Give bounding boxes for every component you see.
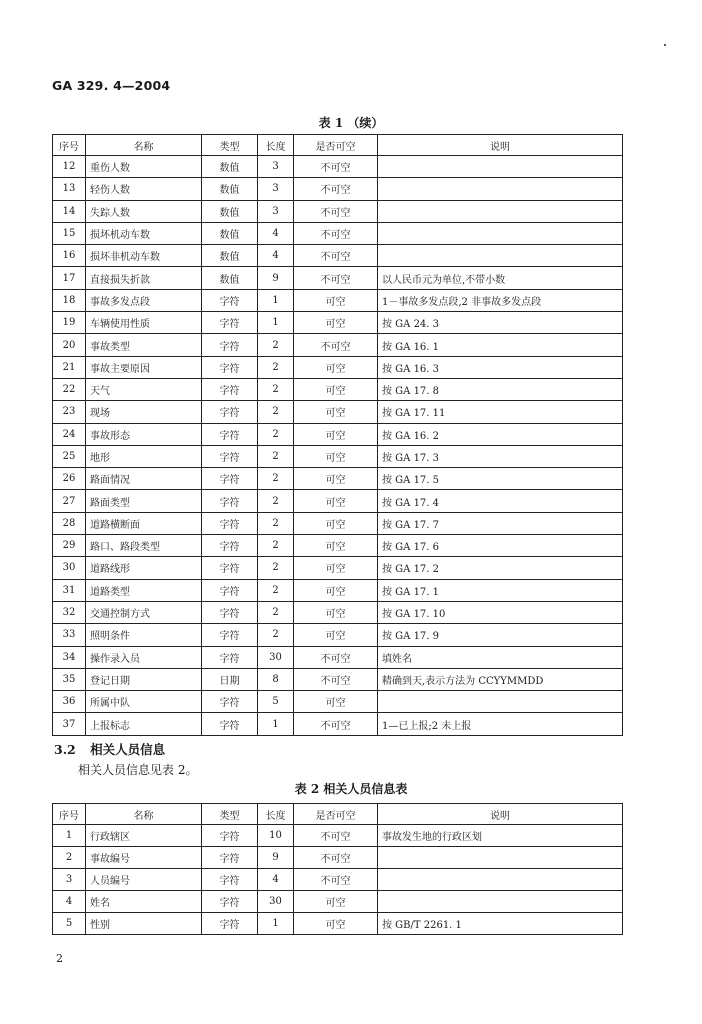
cell-name: 事故类型	[86, 334, 202, 356]
cell-nullable: 可空	[294, 601, 378, 623]
table-row	[53, 579, 623, 601]
cell-name: 事故主要原因	[86, 356, 202, 378]
table-row	[53, 200, 623, 222]
cell-description: 1—已上报;2 未上报	[378, 713, 623, 735]
cell-index: 34	[53, 646, 86, 668]
cell-index: 32	[53, 601, 86, 623]
cell-description: 按 GA 17. 1	[378, 579, 623, 601]
cell-index: 31	[53, 579, 86, 601]
cell-length: 4	[258, 222, 294, 244]
cell-nullable: 不可空	[294, 222, 378, 244]
cell-type: 数值	[202, 178, 258, 200]
cell-type: 字符	[202, 847, 258, 869]
table-row	[53, 312, 623, 334]
cell-index: 13	[53, 178, 86, 200]
cell-length: 2	[258, 378, 294, 400]
cell-index: 18	[53, 289, 86, 311]
cell-type: 字符	[202, 913, 258, 935]
cell-description: 精确到天,表示方法为 CCYYMMDD	[378, 668, 623, 690]
document-id: GA 329. 4—2004	[52, 78, 171, 93]
cell-type: 字符	[202, 512, 258, 534]
table-row	[53, 646, 623, 668]
cell-description: 按 GA 17. 8	[378, 378, 623, 400]
cell-length: 9	[258, 847, 294, 869]
cell-nullable: 不可空	[294, 646, 378, 668]
table-row	[53, 468, 623, 490]
cell-description: 按 GA 17. 4	[378, 490, 623, 512]
cell-index: 17	[53, 267, 86, 289]
cell-nullable: 可空	[294, 891, 378, 913]
cell-type: 字符	[202, 557, 258, 579]
cell-name: 行政辖区	[86, 825, 202, 847]
cell-index: 14	[53, 200, 86, 222]
cell-name: 事故形态	[86, 423, 202, 445]
cell-length: 30	[258, 646, 294, 668]
cell-name: 交通控制方式	[86, 601, 202, 623]
table-row	[53, 535, 623, 557]
col-header-length: 长度	[258, 804, 294, 825]
cell-type: 字符	[202, 825, 258, 847]
cell-description	[378, 178, 623, 200]
cell-type: 字符	[202, 691, 258, 713]
cell-nullable: 不可空	[294, 869, 378, 891]
cell-description: 填姓名	[378, 646, 623, 668]
cell-length: 2	[258, 423, 294, 445]
table2	[52, 803, 623, 935]
table-row	[53, 401, 623, 423]
cell-name: 重伤人数	[86, 156, 202, 178]
cell-type: 数值	[202, 156, 258, 178]
cell-name: 照明条件	[86, 624, 202, 646]
cell-length: 2	[258, 512, 294, 534]
table-row	[53, 713, 623, 735]
cell-length: 4	[258, 869, 294, 891]
cell-type: 日期	[202, 668, 258, 690]
cell-nullable: 不可空	[294, 156, 378, 178]
cell-type: 数值	[202, 200, 258, 222]
cell-nullable: 可空	[294, 624, 378, 646]
cell-type: 数值	[202, 267, 258, 289]
cell-nullable: 不可空	[294, 334, 378, 356]
cell-description: 按 GA 17. 3	[378, 445, 623, 467]
table-row	[53, 490, 623, 512]
cell-index: 27	[53, 490, 86, 512]
cell-length: 4	[258, 245, 294, 267]
cell-name: 现场	[86, 401, 202, 423]
cell-description: 按 GA 17. 5	[378, 468, 623, 490]
cell-name: 道路线形	[86, 557, 202, 579]
cell-length: 3	[258, 178, 294, 200]
cell-index: 3	[53, 869, 86, 891]
cell-length: 30	[258, 891, 294, 913]
cell-length: 2	[258, 557, 294, 579]
cell-index: 36	[53, 691, 86, 713]
cell-nullable: 可空	[294, 535, 378, 557]
cell-nullable: 可空	[294, 423, 378, 445]
cell-nullable: 可空	[294, 445, 378, 467]
cell-description: 按 GA 16. 3	[378, 356, 623, 378]
cell-length: 10	[258, 825, 294, 847]
cell-description: 按 GA 17. 9	[378, 624, 623, 646]
section-title: 相关人员信息	[90, 742, 166, 757]
cell-length: 2	[258, 624, 294, 646]
cell-name: 车辆使用性质	[86, 312, 202, 334]
cell-type: 字符	[202, 579, 258, 601]
cell-name: 道路横断面	[86, 512, 202, 534]
cell-length: 2	[258, 401, 294, 423]
cell-name: 性别	[86, 913, 202, 935]
table-row	[53, 624, 623, 646]
section-heading	[54, 740, 165, 758]
cell-length: 2	[258, 468, 294, 490]
cell-name: 道路类型	[86, 579, 202, 601]
table-row	[53, 691, 623, 713]
cell-type: 字符	[202, 646, 258, 668]
table-row	[53, 289, 623, 311]
col-header-nullable: 是否可空	[294, 135, 378, 156]
cell-index: 19	[53, 312, 86, 334]
table-row	[53, 423, 623, 445]
table-row	[53, 891, 623, 913]
cell-nullable: 不可空	[294, 178, 378, 200]
cell-name: 天气	[86, 378, 202, 400]
cell-length: 2	[258, 445, 294, 467]
cell-name: 登记日期	[86, 668, 202, 690]
table1-caption: 表 1 （续）	[318, 116, 384, 130]
cell-length: 1	[258, 913, 294, 935]
cell-length: 2	[258, 579, 294, 601]
cell-nullable: 不可空	[294, 200, 378, 222]
cell-index: 26	[53, 468, 86, 490]
cell-nullable: 可空	[294, 356, 378, 378]
cell-index: 37	[53, 713, 86, 735]
cell-index: 25	[53, 445, 86, 467]
cell-type: 字符	[202, 312, 258, 334]
cell-description: 按 GA 16. 1	[378, 334, 623, 356]
cell-index: 2	[53, 847, 86, 869]
table-row	[53, 512, 623, 534]
cell-index: 20	[53, 334, 86, 356]
cell-name: 轻伤人数	[86, 178, 202, 200]
cell-description: 按 GA 17. 10	[378, 601, 623, 623]
table-row	[53, 913, 623, 935]
cell-nullable: 可空	[294, 490, 378, 512]
table-row	[53, 847, 623, 869]
col-header-description: 说明	[378, 804, 623, 825]
cell-name: 人员编号	[86, 869, 202, 891]
cell-description: 按 GA 17. 2	[378, 557, 623, 579]
cell-nullable: 可空	[294, 289, 378, 311]
cell-index: 30	[53, 557, 86, 579]
cell-description	[378, 222, 623, 244]
cell-description: 1－事故多发点段,2 非事故多发点段	[378, 289, 623, 311]
table-row	[53, 267, 623, 289]
cell-index: 33	[53, 624, 86, 646]
cell-description: 以人民币元为单位,不带小数	[378, 267, 623, 289]
cell-name: 失踪人数	[86, 200, 202, 222]
cell-index: 5	[53, 913, 86, 935]
cell-length: 8	[258, 668, 294, 690]
col-header-length: 长度	[258, 135, 294, 156]
cell-description	[378, 869, 623, 891]
cell-nullable: 不可空	[294, 267, 378, 289]
table-row	[53, 557, 623, 579]
cell-index: 12	[53, 156, 86, 178]
cell-description: 按 GA 17. 6	[378, 535, 623, 557]
table-row	[53, 869, 623, 891]
cell-length: 3	[258, 156, 294, 178]
cell-description	[378, 200, 623, 222]
cell-length: 2	[258, 334, 294, 356]
cell-nullable: 可空	[294, 691, 378, 713]
cell-name: 姓名	[86, 891, 202, 913]
section-body: 相关人员信息见表 2。	[78, 763, 198, 777]
cell-index: 22	[53, 378, 86, 400]
cell-index: 21	[53, 356, 86, 378]
cell-index: 24	[53, 423, 86, 445]
table1	[52, 134, 623, 736]
table2-header-row	[53, 804, 623, 825]
col-header-name: 名称	[86, 135, 202, 156]
cell-type: 数值	[202, 222, 258, 244]
cell-nullable: 可空	[294, 579, 378, 601]
col-header-index: 序号	[53, 804, 86, 825]
cell-index: 35	[53, 668, 86, 690]
cell-length: 2	[258, 601, 294, 623]
cell-description: 按 GA 17. 11	[378, 401, 623, 423]
col-header-index: 序号	[53, 135, 86, 156]
cell-length: 2	[258, 356, 294, 378]
cell-description	[378, 847, 623, 869]
cell-type: 字符	[202, 423, 258, 445]
cell-index: 28	[53, 512, 86, 534]
cell-nullable: 可空	[294, 913, 378, 935]
cell-nullable: 可空	[294, 468, 378, 490]
cell-name: 事故编号	[86, 847, 202, 869]
table-row	[53, 245, 623, 267]
col-header-nullable: 是否可空	[294, 804, 378, 825]
cell-type: 数值	[202, 245, 258, 267]
table-row	[53, 156, 623, 178]
cell-name: 所属中队	[86, 691, 202, 713]
cell-description: 按 GA 24. 3	[378, 312, 623, 334]
cell-description	[378, 891, 623, 913]
cell-name: 上报标志	[86, 713, 202, 735]
cell-description	[378, 691, 623, 713]
cell-length: 3	[258, 200, 294, 222]
cell-nullable: 不可空	[294, 825, 378, 847]
cell-name: 地形	[86, 445, 202, 467]
table-row	[53, 334, 623, 356]
cell-type: 字符	[202, 713, 258, 735]
cell-index: 16	[53, 245, 86, 267]
cell-type: 字符	[202, 535, 258, 557]
col-header-type: 类型	[202, 135, 258, 156]
cell-description: 按 GA 17. 7	[378, 512, 623, 534]
cell-nullable: 可空	[294, 312, 378, 334]
cell-length: 5	[258, 691, 294, 713]
table-row	[53, 378, 623, 400]
col-header-description: 说明	[378, 135, 623, 156]
cell-name: 事故多发点段	[86, 289, 202, 311]
table-row	[53, 668, 623, 690]
cell-index: 4	[53, 891, 86, 913]
cell-nullable: 不可空	[294, 713, 378, 735]
scan-speck	[664, 44, 666, 46]
cell-type: 字符	[202, 869, 258, 891]
cell-type: 字符	[202, 334, 258, 356]
cell-name: 直接损失折款	[86, 267, 202, 289]
cell-description: 按 GA 16. 2	[378, 423, 623, 445]
table1-header-row	[53, 135, 623, 156]
cell-name: 操作录入员	[86, 646, 202, 668]
table-row	[53, 445, 623, 467]
cell-name: 路口、路段类型	[86, 535, 202, 557]
table-row	[53, 178, 623, 200]
cell-description: 按 GB/T 2261. 1	[378, 913, 623, 935]
cell-length: 1	[258, 289, 294, 311]
cell-type: 字符	[202, 401, 258, 423]
cell-length: 2	[258, 490, 294, 512]
cell-type: 字符	[202, 356, 258, 378]
cell-nullable: 不可空	[294, 847, 378, 869]
cell-nullable: 可空	[294, 378, 378, 400]
cell-type: 字符	[202, 378, 258, 400]
cell-index: 1	[53, 825, 86, 847]
cell-length: 2	[258, 535, 294, 557]
cell-nullable: 可空	[294, 401, 378, 423]
section-number: 3.2	[54, 742, 76, 757]
table-row	[53, 601, 623, 623]
cell-name: 路面情况	[86, 468, 202, 490]
cell-name: 损坏机动车数	[86, 222, 202, 244]
cell-description	[378, 245, 623, 267]
cell-type: 字符	[202, 490, 258, 512]
cell-index: 29	[53, 535, 86, 557]
col-header-type: 类型	[202, 804, 258, 825]
cell-nullable: 可空	[294, 512, 378, 534]
cell-type: 字符	[202, 468, 258, 490]
page-number: 2	[56, 952, 63, 965]
cell-length: 1	[258, 713, 294, 735]
cell-description	[378, 156, 623, 178]
cell-description: 事故发生地的行政区划	[378, 825, 623, 847]
table-row	[53, 825, 623, 847]
cell-index: 23	[53, 401, 86, 423]
cell-name: 路面类型	[86, 490, 202, 512]
cell-type: 字符	[202, 624, 258, 646]
cell-type: 字符	[202, 601, 258, 623]
cell-nullable: 不可空	[294, 668, 378, 690]
cell-name: 损坏非机动车数	[86, 245, 202, 267]
cell-nullable: 不可空	[294, 245, 378, 267]
cell-length: 9	[258, 267, 294, 289]
cell-type: 字符	[202, 891, 258, 913]
table-row	[53, 222, 623, 244]
cell-type: 字符	[202, 289, 258, 311]
cell-type: 字符	[202, 445, 258, 467]
col-header-name: 名称	[86, 804, 202, 825]
cell-nullable: 可空	[294, 557, 378, 579]
cell-index: 15	[53, 222, 86, 244]
cell-length: 1	[258, 312, 294, 334]
table2-caption: 表 2 相关人员信息表	[294, 782, 408, 796]
table-row	[53, 356, 623, 378]
